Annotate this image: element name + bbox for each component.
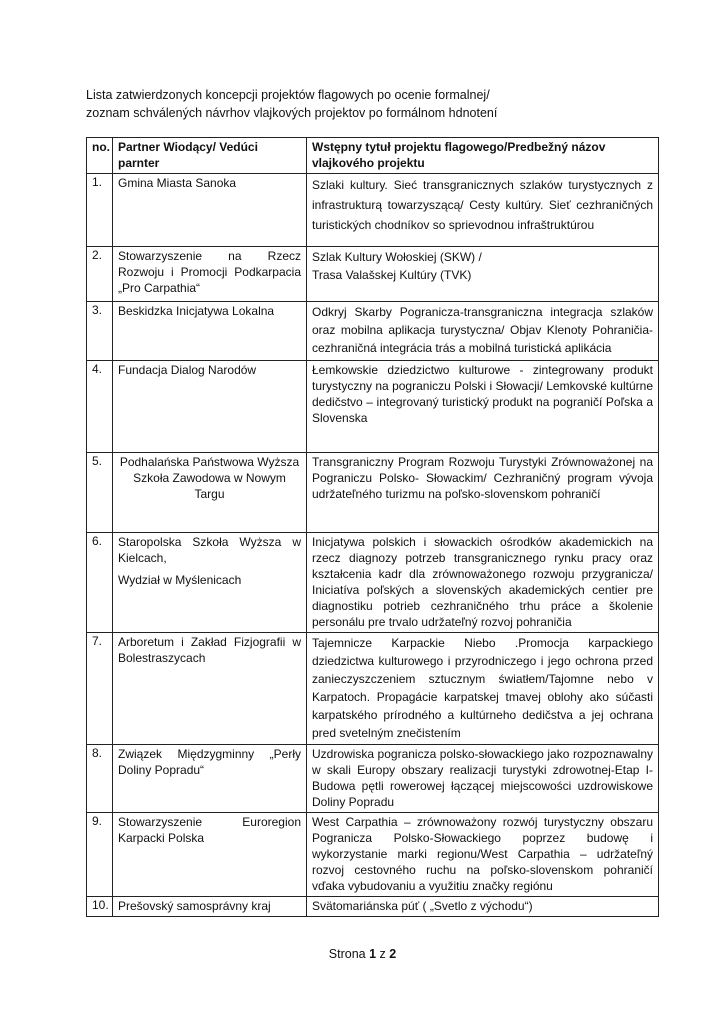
partner-text: Związek Międzygminny „Perły Doliny Popradu“ [118,747,301,777]
title-text: Łemkowskie dziedzictwo kulturowe - zintegrowany produkt turystyczny na pograniczu Polski i Słowacji/ Lemkovské kultúrne dedičstvo – integrovaný turistický produkt na pograničí Poľska a Slovenska [312,363,653,425]
row-partner [113,361,307,453]
row-title [307,361,659,453]
heading-line-slovak: zoznam schválených návrhov vlajkových projektov po formálnom hdnotení [86,106,498,120]
page-footer [0,947,725,961]
partner-text: Prešovský samosprávny kraj [118,899,271,913]
row-title [307,247,659,302]
row-title [307,897,659,917]
page-number: 1 [369,947,377,961]
title-text: Svätomariánska púť ( „Svetlo z východu“) [312,899,533,913]
header-partner: Partner Wiodący/ Vedúci parnter [113,138,307,174]
title-text: West Carpathia – zrównoważony rozwój turystyczny obszaru Pogranicza Polsko-Słowackiego poprzez budowę i wykorzystanie marki regionu/West Carpathia – udržateľný rozvoj cestovného ruchu na poľsko-slovenskom pohraničí vďaka vybudovaniu a využitiu značky regiónu [312,815,653,893]
partner-text: Fundacja Dialog Narodów [118,363,257,377]
table-row [87,813,659,897]
table-row [87,361,659,453]
row-number: 8. [87,745,113,813]
row-number: 2. [87,247,113,302]
title-text: Uzdrowiska pogranicza polsko-słowackiego jako rozpoznawalny w skali Europy obszary realizacji turystyki zdrowotnej-Etap I-Budowa pętli rowerowej łączącej miejscowości uzdrowiskowe Doliny Popradu [312,747,653,809]
table-row [87,247,659,302]
row-title [307,533,659,633]
page-total: 2 [389,947,397,961]
row-partner [113,302,307,361]
table-header-row [87,138,659,174]
heading-line-polish: Lista zatwierdzonych koncepcji projektów flagowych po ocenie formalnej/ [86,88,490,102]
row-title [307,813,659,897]
title-text: Odkryj Skarby Pogranicza-transgraniczna integracja szlaków oraz mobilna aplikacja turystyczna/ Objav Klenoty Pohraničia-cezhraničná integrácia trás a mobilná turistická aplikácia [312,305,653,355]
row-partner [113,453,307,533]
partner-text: Gmina Miasta Sanoka [118,176,237,190]
table-row [87,533,659,633]
title-text: Inicjatywa polskich i słowackich ośrodków akademickich na rzecz diagnozy potrzeb transgranicznego rynku pracy oraz kształcenia kadr dla zrównoważonego rozwoju przygranicza/ Iniciatíva poľských a slovenských akademických centier pre diagnostiku potrieb cezhraničného trhu práce a školenie personálu pre trvalo udržateľný rozvoj pohraničia [312,535,653,629]
page-of-label: z [379,947,386,961]
table-row [87,633,659,745]
row-partner [113,745,307,813]
row-number: 1. [87,174,113,247]
row-title [307,302,659,361]
table-row [87,174,659,247]
row-partner [113,897,307,917]
title-text: Transgraniczny Program Rozwoju Turystyki Zrównoważonej na Pograniczu Polsko- Słowackim/ Cezhraničný program vývoja udržateľného turizmu na poľsko-slovenskom pohraničí [312,455,653,501]
row-number: 3. [87,302,113,361]
header-title: Wstępny tytuł projektu flagowego/Predbežný názov vlajkového projektu [307,138,659,174]
partner-text: Stowarzyszenie Euroregion Karpacki Polska [118,815,301,845]
row-number: 6. [87,533,113,633]
table-row [87,745,659,813]
row-number: 4. [87,361,113,453]
title-text: Szlak Kultury Wołoskiej (SKW) / [312,250,482,264]
row-title [307,633,659,745]
row-number: 10. [87,897,113,917]
row-number: 9. [87,813,113,897]
row-partner [113,174,307,247]
title-text: Szlaki kultury. Sieć transgranicznych szlaków turystycznych z infrastrukturą towarzyszącą/ Cesty kultúry. Sieť cezhraničných turistických chodníkov so sprievodnou infraštruktúrou [312,178,653,232]
document-heading [86,86,646,122]
title-text: Tajemnicze Karpackie Niebo .Promocja karpackiego dziedzictwa kulturowego i przyrodniczego i jego ochrona przed zanieczyszczeniem sztucznym światłem/Tajomne nebo v Karpatoch. Propagácie karpatskej tmavej oblohy ako súčasti karpatského prírodného a kultúrneho dedičstva a jej ochrana pred svetelným znečistením [312,636,653,740]
header-no: no. [87,138,113,174]
row-partner [113,533,307,633]
table-row [87,897,659,917]
row-number: 5. [87,453,113,533]
row-title [307,453,659,533]
partner-text: Podhalańska Państwowa Wyższa Szkoła Zawodowa w Nowym Targu [119,455,300,501]
page-label: Strona [328,947,366,961]
partner-text: Stowarzyszenie na Rzecz Rozwoju i Promocji Podkarpacia „Pro Carpathia“ [118,249,301,295]
title-text: Trasa Valašskej Kultúry (TVK) [312,268,472,282]
row-title [307,745,659,813]
partner-text: Beskidzka Inicjatywa Lokalna [118,304,275,318]
partner-text: Wydział w Myślenicach [118,573,242,587]
table-row [87,302,659,361]
flagship-projects-table [86,137,659,917]
row-partner [113,813,307,897]
row-partner [113,633,307,745]
row-number: 7. [87,633,113,745]
partner-text: Staropolska Szkoła Wyższa w Kielcach, [118,535,301,565]
row-partner [113,247,307,302]
partner-text: Arboretum i Zakład Fizjografii w Bolestraszycach [118,635,301,665]
row-title [307,174,659,247]
table-row [87,453,659,533]
